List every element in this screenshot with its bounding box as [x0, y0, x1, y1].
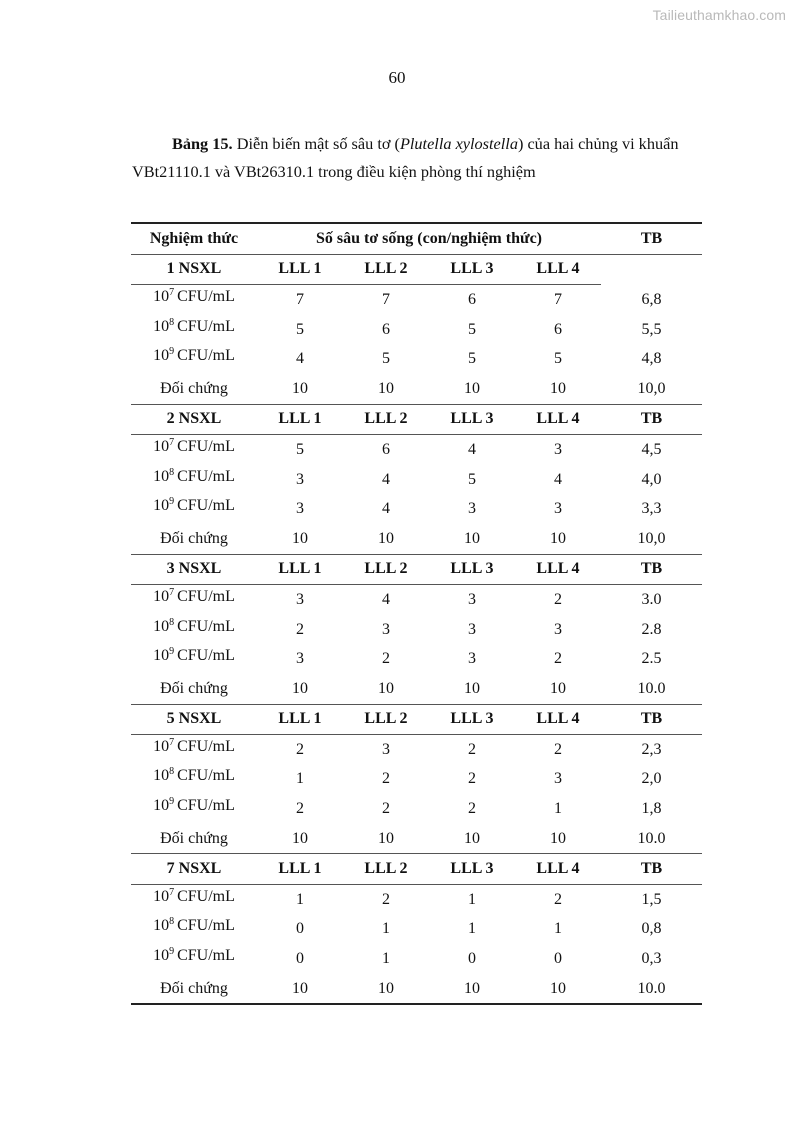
concentration-exponent: 8	[169, 466, 175, 478]
table-row	[131, 524, 702, 554]
value-cell: 1	[296, 770, 304, 788]
average-cell: 1,8	[641, 800, 662, 818]
table-header-row	[131, 223, 702, 254]
average-cell: 6,8	[641, 290, 662, 308]
value-cell: 6	[382, 440, 390, 458]
value-cell: 7	[554, 290, 562, 308]
value-cell: 0	[296, 920, 304, 938]
average-cell: 1,5	[641, 890, 662, 908]
table-row	[131, 674, 702, 704]
concentration-exponent: 9	[169, 646, 175, 658]
average-cell: 10.0	[637, 829, 666, 847]
value-cell: 5	[382, 350, 390, 368]
table-row	[131, 794, 702, 824]
value-cell: 10	[378, 829, 394, 847]
column-header-lll-3: LLL 3	[429, 404, 515, 435]
value-cell: 1	[468, 920, 476, 938]
value-cell: 5	[468, 320, 476, 338]
concentration-exponent: 7	[169, 436, 175, 448]
value-cell: 2	[554, 590, 562, 608]
value-cell: 6	[382, 320, 390, 338]
value-cell: 1	[382, 920, 390, 938]
concentration-base: 10	[153, 497, 170, 515]
treatment-label	[131, 582, 257, 612]
value-cell: 0	[468, 950, 476, 968]
concentration-unit: CFU/mL	[177, 917, 235, 935]
block-header-row	[131, 554, 702, 585]
value-cell: 0	[554, 950, 562, 968]
concentration-unit: CFU/mL	[177, 467, 235, 485]
value-cell: 2	[382, 770, 390, 788]
value-cell: 3	[554, 500, 562, 518]
treatment-label	[131, 941, 257, 971]
value-cell: 4	[554, 470, 562, 488]
treatment-label: Đối chứng	[160, 379, 228, 397]
value-cell: 5	[468, 470, 476, 488]
table-body	[131, 254, 702, 1004]
concentration-exponent: 9	[169, 346, 175, 358]
average-cell: 2,3	[641, 740, 662, 758]
caption-line-2: VBt21110.1 và VBt26310.1 trong điều kiện phòng thí nghiệm	[132, 162, 536, 181]
value-cell: 5	[296, 440, 304, 458]
concentration-base: 10	[153, 287, 170, 305]
value-cell: 4	[468, 440, 476, 458]
average-cell: 3.0	[641, 590, 662, 608]
value-cell: 3	[382, 620, 390, 638]
concentration-unit: CFU/mL	[177, 287, 235, 305]
value-cell: 4	[382, 500, 390, 518]
concentration-base: 10	[153, 737, 170, 755]
column-header-lll-4: LLL 4	[515, 854, 601, 885]
average-cell: 4,0	[641, 470, 662, 488]
treatment-label	[131, 641, 257, 671]
concentration-exponent: 7	[169, 286, 175, 298]
concentration-base: 10	[153, 887, 170, 905]
column-header-lll-3: LLL 3	[429, 854, 515, 885]
treatment-label	[131, 491, 257, 521]
table-row	[131, 735, 702, 765]
value-cell: 1	[382, 950, 390, 968]
column-header-tb: TB	[601, 554, 702, 585]
value-cell: 6	[468, 290, 476, 308]
column-header-lll-3: LLL 3	[429, 554, 515, 585]
table-row	[131, 344, 702, 374]
concentration-exponent: 8	[169, 766, 175, 778]
value-cell: 0	[296, 950, 304, 968]
table-row	[131, 585, 702, 615]
value-cell: 10	[550, 379, 566, 397]
value-cell: 2	[382, 650, 390, 668]
table-row	[131, 374, 702, 404]
treatment-label	[131, 732, 257, 762]
column-header-lll-4: LLL 4	[515, 404, 601, 435]
concentration-unit: CFU/mL	[177, 437, 235, 455]
table-row	[131, 644, 702, 674]
column-header-lll-4: LLL 4	[515, 254, 601, 285]
table-row	[131, 974, 702, 1005]
concentration-unit: CFU/mL	[177, 947, 235, 965]
average-cell: 10.0	[601, 974, 702, 1005]
concentration-base: 10	[153, 437, 170, 455]
average-cell: 10,0	[637, 379, 666, 397]
data-table	[131, 222, 702, 1005]
value-cell: 10	[292, 829, 308, 847]
average-cell: 2,0	[641, 770, 662, 788]
concentration-exponent: 9	[169, 796, 175, 808]
value-cell: 10	[464, 679, 480, 697]
column-header-tb: TB	[601, 854, 702, 885]
value-cell: 3	[554, 440, 562, 458]
treatment-label	[131, 312, 257, 342]
block-title: 1 NSXL	[131, 254, 257, 285]
value-cell: 2	[296, 620, 304, 638]
column-header-lll-1: LLL 1	[257, 404, 343, 435]
table-row	[131, 915, 702, 945]
concentration-base: 10	[153, 347, 170, 365]
value-cell: 10	[292, 529, 308, 547]
watermark: Tailieuthamkhao.com	[652, 7, 786, 23]
header-group: Số sâu tơ sống (con/nghiệm thức)	[257, 223, 601, 254]
block-header-row	[131, 854, 702, 885]
value-cell: 2	[296, 800, 304, 818]
value-cell: 2	[554, 890, 562, 908]
value-cell: 3	[468, 590, 476, 608]
concentration-unit: CFU/mL	[177, 767, 235, 785]
column-header-lll-2: LLL 2	[343, 704, 429, 735]
concentration-base: 10	[153, 917, 170, 935]
value-cell: 10	[464, 379, 480, 397]
concentration-unit: CFU/mL	[177, 797, 235, 815]
treatment-label	[131, 882, 257, 912]
value-cell: 10	[464, 829, 480, 847]
concentration-base: 10	[153, 767, 170, 785]
value-cell: 1	[554, 800, 562, 818]
header-treatment: Nghiệm thức	[131, 223, 257, 254]
concentration-exponent: 9	[169, 946, 175, 958]
treatment-label: Đối chứng	[131, 974, 257, 1005]
value-cell: 3	[554, 620, 562, 638]
value-cell: 2	[554, 650, 562, 668]
value-cell: 2	[382, 890, 390, 908]
concentration-base: 10	[153, 587, 170, 605]
concentration-base: 10	[153, 947, 170, 965]
treatment-label: Đối chứng	[160, 529, 228, 547]
average-cell: 4,5	[641, 440, 662, 458]
concentration-base: 10	[153, 647, 170, 665]
column-header-lll-3: LLL 3	[429, 704, 515, 735]
concentration-exponent: 8	[169, 916, 175, 928]
average-cell: 2.5	[641, 650, 662, 668]
value-cell: 3	[296, 650, 304, 668]
value-cell: 2	[382, 800, 390, 818]
block-header-row	[131, 704, 702, 735]
value-cell: 1	[468, 890, 476, 908]
value-cell: 4	[296, 350, 304, 368]
concentration-exponent: 9	[169, 496, 175, 508]
table-row	[131, 315, 702, 345]
column-header-lll-2: LLL 2	[343, 554, 429, 585]
concentration-base: 10	[153, 617, 170, 635]
average-cell: 4,8	[641, 350, 662, 368]
value-cell: 2	[468, 770, 476, 788]
treatment-label	[131, 612, 257, 642]
treatment-label	[131, 912, 257, 942]
concentration-unit: CFU/mL	[177, 737, 235, 755]
block-title: 7 NSXL	[131, 854, 257, 885]
concentration-unit: CFU/mL	[177, 617, 235, 635]
value-cell: 5	[296, 320, 304, 338]
table-row	[131, 944, 702, 974]
concentration-exponent: 7	[169, 736, 175, 748]
block-header-row	[131, 404, 702, 435]
value-cell: 2	[296, 740, 304, 758]
concentration-unit: CFU/mL	[177, 647, 235, 665]
column-header-lll-1: LLL 1	[257, 854, 343, 885]
value-cell: 3	[296, 470, 304, 488]
block-title: 2 NSXL	[131, 404, 257, 435]
average-cell: 10,0	[637, 529, 666, 547]
table-row	[131, 435, 702, 465]
value-cell: 3	[468, 650, 476, 668]
concentration-unit: CFU/mL	[177, 587, 235, 605]
caption-text-after: ) của hai chủng vi khuẩn	[517, 134, 679, 153]
column-header-lll-2: LLL 2	[343, 254, 429, 285]
value-cell: 10	[292, 679, 308, 697]
table-row	[131, 285, 702, 315]
concentration-unit: CFU/mL	[177, 497, 235, 515]
column-header-lll-2: LLL 2	[343, 854, 429, 885]
treatment-label	[131, 282, 257, 312]
value-cell: 10	[429, 974, 515, 1005]
value-cell: 2	[554, 740, 562, 758]
value-cell: 10	[257, 974, 343, 1005]
value-cell: 10	[550, 529, 566, 547]
table-row	[131, 615, 702, 645]
value-cell: 3	[468, 620, 476, 638]
block-header-row	[131, 254, 702, 285]
caption-label: Bảng 15.	[172, 134, 233, 153]
treatment-label: Đối chứng	[160, 679, 228, 697]
average-cell: 3,3	[641, 500, 662, 518]
concentration-base: 10	[153, 317, 170, 335]
concentration-unit: CFU/mL	[177, 347, 235, 365]
header-tb: TB	[601, 223, 702, 254]
value-cell: 10	[292, 379, 308, 397]
value-cell: 3	[468, 500, 476, 518]
column-header-tb: TB	[601, 404, 702, 435]
column-header-lll-1: LLL 1	[257, 554, 343, 585]
average-cell: 10.0	[637, 679, 666, 697]
value-cell: 4	[382, 470, 390, 488]
treatment-label	[131, 791, 257, 821]
column-header-lll-2: LLL 2	[343, 404, 429, 435]
value-cell: 3	[382, 740, 390, 758]
value-cell: 10	[378, 529, 394, 547]
value-cell: 3	[296, 500, 304, 518]
concentration-exponent: 8	[169, 316, 175, 328]
column-header-lll-4: LLL 4	[515, 554, 601, 585]
average-cell: 5,5	[641, 320, 662, 338]
block-title: 3 NSXL	[131, 554, 257, 585]
average-cell: 0,3	[641, 950, 662, 968]
table-caption	[132, 130, 722, 186]
column-header-lll-3: LLL 3	[429, 254, 515, 285]
value-cell: 10	[378, 679, 394, 697]
table-row	[131, 465, 702, 495]
treatment-label	[131, 462, 257, 492]
value-cell: 5	[468, 350, 476, 368]
column-header-lll-1: LLL 1	[257, 704, 343, 735]
value-cell: 1	[554, 920, 562, 938]
value-cell: 3	[296, 590, 304, 608]
value-cell: 7	[382, 290, 390, 308]
concentration-exponent: 7	[169, 886, 175, 898]
concentration-unit: CFU/mL	[177, 317, 235, 335]
value-cell: 6	[554, 320, 562, 338]
concentration-unit: CFU/mL	[177, 887, 235, 905]
value-cell: 1	[296, 890, 304, 908]
value-cell: 7	[296, 290, 304, 308]
table-row	[131, 765, 702, 795]
value-cell: 10	[378, 379, 394, 397]
value-cell: 10	[464, 529, 480, 547]
column-header-lll-4: LLL 4	[515, 704, 601, 735]
concentration-base: 10	[153, 467, 170, 485]
average-cell: 0,8	[641, 920, 662, 938]
value-cell: 5	[554, 350, 562, 368]
value-cell: 4	[382, 590, 390, 608]
treatment-label	[131, 341, 257, 371]
value-cell: 10	[550, 679, 566, 697]
column-header-tb: TB	[601, 704, 702, 735]
average-cell: 2.8	[641, 620, 662, 638]
block-title: 5 NSXL	[131, 704, 257, 735]
table-row	[131, 494, 702, 524]
caption-line-1	[132, 130, 722, 158]
table-row	[131, 885, 702, 915]
concentration-base: 10	[153, 797, 170, 815]
value-cell: 10	[550, 829, 566, 847]
treatment-label: Đối chứng	[160, 829, 228, 847]
treatment-label	[131, 432, 257, 462]
page-number: 60	[388, 68, 406, 87]
column-header-lll-1: LLL 1	[257, 254, 343, 285]
value-cell: 10	[343, 974, 429, 1005]
concentration-exponent: 7	[169, 586, 175, 598]
value-cell: 2	[468, 740, 476, 758]
caption-species: Plutella xylostella	[399, 134, 518, 153]
concentration-exponent: 8	[169, 616, 175, 628]
caption-text-before: Diễn biến mật số sâu tơ (	[232, 134, 400, 153]
table-row	[131, 824, 702, 854]
value-cell: 3	[554, 770, 562, 788]
value-cell: 2	[468, 800, 476, 818]
treatment-label	[131, 762, 257, 792]
value-cell: 10	[515, 974, 601, 1005]
